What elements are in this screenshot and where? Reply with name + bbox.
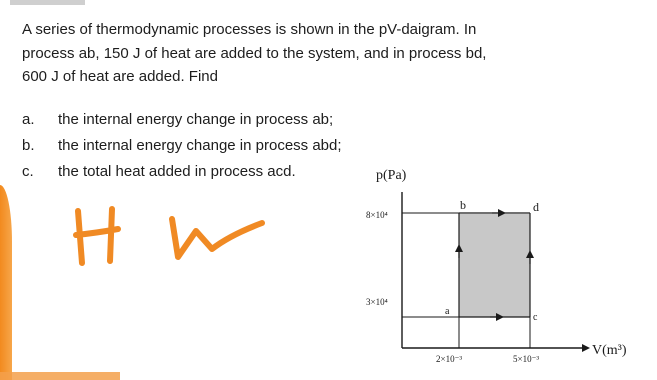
- question-text: the internal energy change in process ab;: [58, 111, 334, 128]
- question-text: the internal energy change in process abd;: [58, 137, 342, 154]
- y-axis-label: p(Pa): [376, 168, 407, 183]
- point-label-b: b: [460, 198, 466, 212]
- x-axis-label: V(m³): [592, 343, 627, 358]
- question-marker: a.: [22, 111, 35, 128]
- problem-line-2: process ab, 150 J of heat are added to the system, and in process bd,: [22, 44, 487, 62]
- shaded-cycle-region: [459, 214, 530, 317]
- point-label-c: c: [533, 312, 538, 323]
- v-low-tick: 2×10⁻³: [436, 354, 463, 364]
- problem-line-3: 600 J of heat are added. Find: [22, 68, 218, 85]
- question-marker: b.: [22, 137, 35, 154]
- problem-line-1: A series of thermodynamic processes is shown in the pV-daigram. In: [22, 21, 477, 38]
- p-high-tick: 8×10⁴: [366, 210, 388, 220]
- v-high-tick: 5×10⁻³: [513, 354, 540, 364]
- point-label-a: a: [445, 306, 450, 317]
- question-text: the total heat added in process acd.: [58, 163, 296, 180]
- question-marker: c.: [22, 163, 34, 180]
- p-low-tick: 3×10⁴: [366, 297, 388, 307]
- point-label-d: d: [533, 200, 539, 214]
